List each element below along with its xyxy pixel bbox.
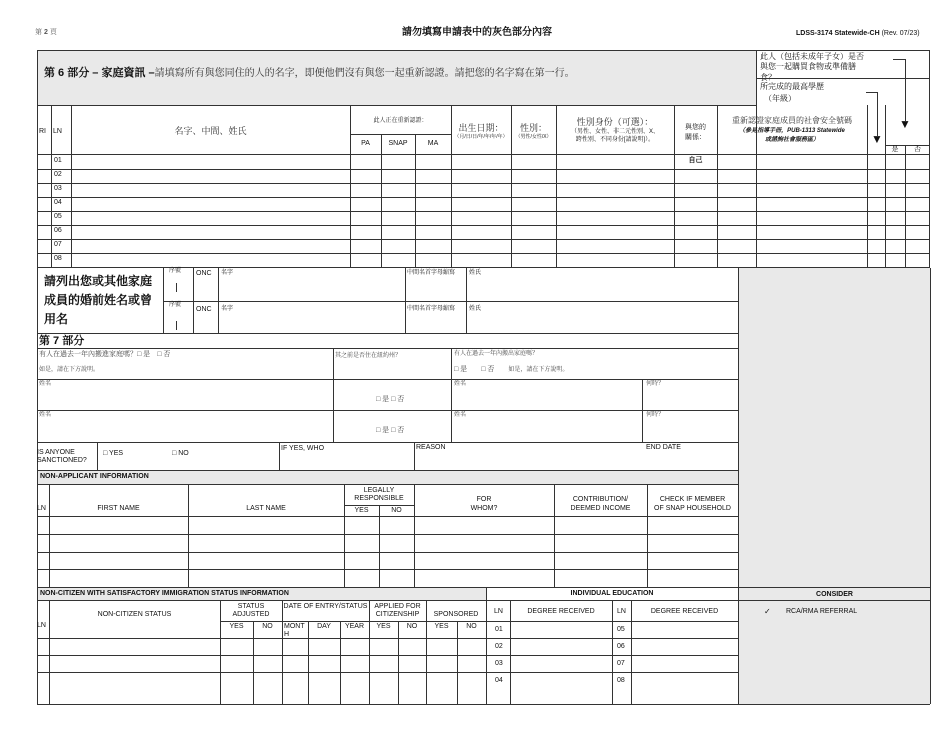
col-no: NO [466, 623, 477, 630]
moved-out-question: 有人在過去一年內搬出家庭嗎？ [454, 351, 539, 357]
row-number: 03 [54, 185, 62, 192]
col-dob-format: （月/日/日/年/年/年/年） [454, 134, 508, 140]
col-for: FOR [476, 496, 492, 503]
seq-label: 序號 [169, 302, 182, 308]
member-name-input[interactable] [72, 184, 349, 196]
page-title: 請勿填寫申請表中的灰色部分內容 [402, 27, 552, 38]
col-ln: LN [37, 622, 46, 629]
col-degree-received: DEGREE RECEIVED [650, 608, 719, 615]
row-number: 07 [54, 241, 62, 248]
when-label: 何時？ [646, 412, 665, 418]
prior-ny-question: 其之前是否住在紐約州？ [335, 353, 402, 359]
col-ln: LN [617, 608, 626, 615]
moved-in-yes-checkbox[interactable]: □ 是 [137, 351, 151, 358]
first-name-label: 名字 [221, 270, 234, 276]
col-yes: YES [376, 623, 391, 630]
education-title: INDIVIDUAL EDUCATION [570, 590, 654, 597]
moved-in-explain: 如是，請在下方說明。 [39, 367, 100, 373]
col-status-adjusted: STATUS ADJUSTED [232, 603, 270, 619]
col-sex-options: （男性/女性/X） [515, 134, 552, 140]
consider-panel [739, 588, 930, 704]
maiden-last-input[interactable] [467, 279, 737, 299]
edu-row-number: 01 [495, 626, 503, 633]
col-snap: SNAP [388, 140, 408, 147]
col-ssn-note-2: 或諮詢社會服務區） [764, 137, 819, 143]
col-no: 否 [914, 146, 921, 153]
onc-label: ONC [196, 270, 212, 277]
col-sponsored: SPONSORED [433, 611, 479, 618]
if-yes-who-label: IF YES, WHO [281, 445, 325, 452]
moved-in-question: 有人在過去一年內搬進家庭嗎？□ 是 □ 否 [39, 351, 171, 358]
moved-out-options: □ 是 □ 否 如是，請在下方說明。 [454, 366, 569, 373]
prior-ny-yes-no[interactable]: □ 是 □ 否 [376, 396, 405, 403]
col-ssn: 重新認證家庭成員的社會安全號碼 [732, 116, 852, 125]
member-name-input[interactable] [72, 226, 349, 238]
col-sex: 性別： [519, 123, 547, 133]
row-number: 01 [54, 157, 62, 164]
last-name-label: 姓氏 [469, 306, 482, 312]
reason-label: REASON [416, 444, 446, 451]
rca-rma-referral: RCA/RMA REFERRAL [786, 608, 858, 615]
col-legally-responsible: LEGALLY RESPONSIBLE [354, 487, 404, 503]
middle-initial-label: 中間名首字母縮寫 [407, 270, 456, 276]
edu-row-number: 06 [617, 643, 625, 650]
col-whom: WHOM? [470, 505, 498, 512]
col-deemed-income: DEEMED INCOME [570, 505, 631, 512]
col-year: YEAR [344, 623, 365, 630]
col-gender-options: （男性、女性、非二元性別、X、 [570, 129, 659, 135]
member-name-input[interactable] [72, 240, 349, 252]
moved-out-yes-checkbox[interactable]: □ 是 [454, 366, 468, 373]
row-number: 06 [54, 227, 62, 234]
col-gender: 性別身份（可選）： [576, 117, 654, 127]
col-ssn-note: （參見指導手冊，PUB-1313 Statewide [739, 128, 845, 134]
arrow-down-icon: ▼ [899, 117, 911, 131]
arrow-down-icon: ▼ [871, 132, 883, 146]
member-name-input[interactable] [72, 155, 349, 168]
middle-initial-label: 中間名首字母縮寫 [407, 306, 456, 312]
member-name-input[interactable] [72, 254, 349, 267]
col-date-of-entry: DATE OF ENTRY/STATUS [283, 603, 368, 610]
form-id: LDSS-3174 Statewide-CH (Rev. 07/23) [796, 30, 920, 37]
col-ln: LN [37, 505, 46, 512]
seq-label: 序號 [169, 268, 182, 274]
row-number: 02 [54, 171, 62, 178]
col-yes: YES [434, 623, 449, 630]
sanctioned-no[interactable]: □ NO [172, 450, 189, 457]
col-month: MONT H [284, 623, 305, 639]
member-name-input[interactable] [72, 212, 349, 224]
sanctioned-question: IS ANYONE SANCTIONED? [37, 449, 87, 465]
col-yes: YES [229, 623, 244, 630]
edu-row-number: 04 [495, 677, 503, 684]
col-gender-options-2: 跨性別、不同身份[請說明]）。 [575, 137, 655, 143]
col-degree-received: DEGREE RECEIVED [527, 608, 595, 615]
last-name-label: 姓氏 [469, 270, 482, 276]
col-dob: 出生日期： [458, 123, 504, 133]
edu-row-number: 08 [617, 677, 625, 684]
prior-ny-yes-no[interactable]: □ 是 □ 否 [376, 427, 405, 434]
col-ln: LN [53, 128, 62, 135]
col-no: NO [406, 623, 418, 630]
check-icon: ✓ [764, 607, 771, 616]
col-no: NO [391, 507, 402, 514]
col-contribution: CONTRIBUTION/ [572, 496, 629, 503]
col-ri: RI [39, 128, 46, 135]
col-yes: 是 [891, 146, 899, 153]
moved-out-no-checkbox[interactable]: □ 否 [481, 366, 495, 373]
col-recert: 此人正在重新認證： [373, 118, 428, 124]
non-applicant-title: NON-APPLICANT INFORMATION [40, 473, 149, 480]
end-date-label: END DATE [646, 444, 681, 451]
gray-side-panel [738, 268, 930, 587]
education-grade: （年級） [764, 94, 796, 103]
row-number: 05 [54, 213, 62, 220]
edu-row-number: 03 [495, 660, 503, 667]
relationship-self: 自己 [688, 157, 703, 164]
part7-title: 第 7 部分 [39, 335, 85, 347]
sanctioned-yes[interactable]: □ YES [103, 450, 124, 457]
moved-in-no-checkbox[interactable]: □ 否 [157, 351, 171, 358]
col-relationship: 與您的 [685, 124, 706, 131]
maiden-name-title: 請列出您或其他家庭成員的婚前姓名或曾用名 [44, 274, 153, 327]
shop-with-you-question: 此人（包括未成年子女）是否與您一起購買食物或準備膳食？ [760, 52, 864, 82]
page-number: 第 2 頁 [35, 29, 57, 36]
name-label: 姓名 [39, 412, 52, 418]
col-no: NO [262, 623, 273, 630]
col-non-citizen-status: NON-CITIZEN STATUS [97, 611, 172, 618]
name-label: 姓名 [39, 381, 52, 387]
col-snap-household: OF SNAP HOUSEHOLD [654, 505, 731, 512]
col-name: 名字、中間、姓氏 [174, 126, 247, 136]
consider-title: CONSIDER [816, 591, 853, 598]
first-name-label: 名字 [221, 306, 234, 312]
row-number: 04 [54, 199, 62, 206]
col-check-member: CHECK IF MEMBER [659, 496, 726, 503]
education-question: 所完成的最高學歷 [760, 82, 824, 91]
col-pa: PA [361, 140, 370, 147]
col-ln: LN [494, 608, 503, 615]
col-first-name: FIRST NAME [97, 505, 140, 512]
name-label: 姓名 [454, 381, 467, 387]
maiden-last-input[interactable] [467, 315, 737, 332]
when-label: 何時？ [646, 381, 665, 387]
maiden-first-input[interactable] [219, 315, 404, 332]
onc-label: ONC [196, 306, 212, 313]
member-name-input[interactable] [72, 170, 349, 182]
col-applied-citizenship: APPLIED FOR CITIZENSHIP [374, 603, 421, 619]
non-citizen-title: NON-CITIZEN WITH SATISFACTORY IMMIGRATION STATUS INFORMATION [40, 590, 289, 597]
col-day: DAY [317, 623, 331, 630]
col-last-name: LAST NAME [246, 505, 286, 512]
row-number: 08 [54, 255, 62, 262]
col-ma: MA [427, 140, 439, 147]
part6-title: 第 6 部分 – 家庭資訊 –請填寫所有與您同住的人的名字，即便他們沒有與您一起重新認證。請把您的名字寫在第一行。 [44, 67, 575, 79]
member-name-input[interactable] [72, 198, 349, 210]
col-yes: YES [354, 507, 369, 514]
name-label: 姓名 [454, 412, 467, 418]
edu-row-number: 02 [495, 643, 503, 650]
col-relationship-2: 關係： [685, 134, 706, 141]
edu-row-number: 07 [617, 660, 625, 667]
maiden-first-input[interactable] [219, 279, 404, 299]
edu-row-number: 05 [617, 626, 625, 633]
